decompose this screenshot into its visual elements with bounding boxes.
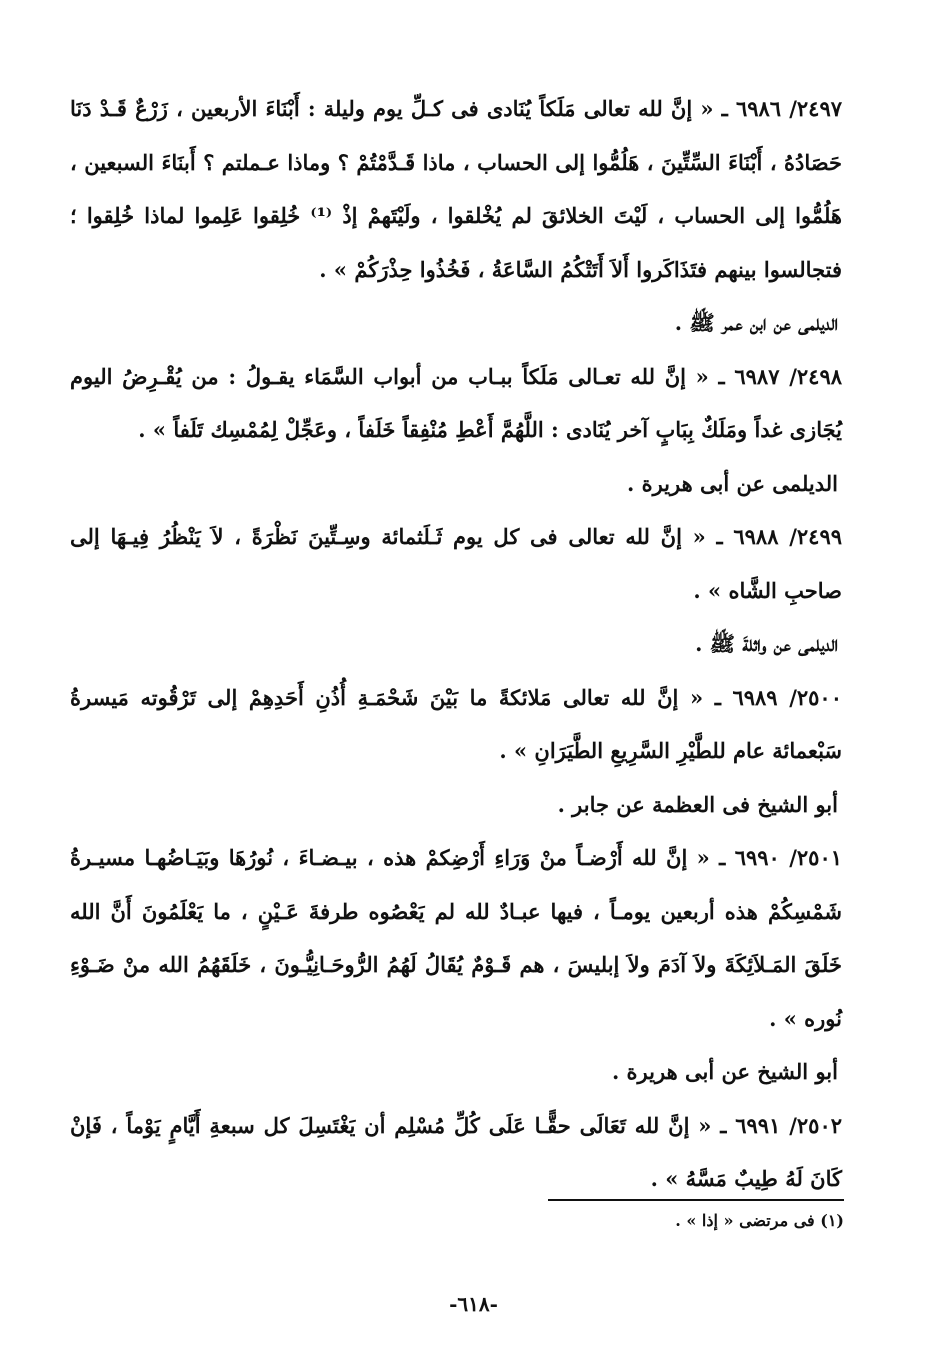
hadith-number: ٢٥٠١/ ٦٩٩٠	[734, 845, 843, 870]
hadith-2499	[70, 510, 842, 617]
hadith-source: الديلمى عن أبى هريرة .	[626, 470, 838, 496]
hadith-number: ٢٤٩٨/ ٦٩٨٧	[734, 363, 843, 389]
footnote-divider	[548, 1199, 844, 1201]
footnote: (١) فى مرتضى « إذا » .	[675, 1211, 844, 1230]
hadith-source: الديلمى عن واثلةَ ﷺ .	[695, 631, 838, 656]
hadith-2500	[70, 671, 842, 778]
hadith-text: ـ « إنَّ لله أَرْضـاً منْ وَرَاءِ أَرْضِكمْ هذه ، بيـضـاءَ ، نُورُهَا وبَيَـاضُهـا مسيـرةُ شَمْسِكُمْ هذه أربعين يومـاً ، فيها عبـادٌ لله لم يَعْصُوه طرفةَ عَـيْنٍ ، ما يَعْلَمُونَ أَنَّ الله خَلَقَ المَـلاَئِكَةَ ولاَ آدَمَ ولاَ إبليسَ ، هم قَـوْمٌ يُقَالُ لَهُمُ الرُّوحَـانِيُّـونَ ، خَلَقَهُمُ الله منْ ضَـوْءِ نُوره » .	[70, 845, 842, 1031]
hadith-2501	[70, 831, 842, 1045]
hadith-text: ـ « إنَّ لله تَعَالَى حقًّـا عَلَى كُلِّ مُسْلِم أن يَغْتَسِلَ كل سبعةِ أَيَّامٍ يَوْماً ، فَإنْ كَانَ لَهُ طِيبٌ مَسَّهُ » .	[70, 1112, 842, 1191]
hadith-source: أبو الشيخ فى العظمة عن جابر .	[557, 791, 838, 817]
hadith-number: ٢٥٠٠/ ٦٩٨٩	[732, 684, 842, 710]
hadith-number: ٢٥٠٢/ ٦٩٩١	[735, 1112, 843, 1138]
hadith-text: ـ « إنَّ لله تعالى مَلائكةً ما بَيْنَ شَحْمَـةِ أُذُنِ أَحَدِهِمْ إلى تَرْقُوته مَيسرةُ سَبْعمائة عام للطَّيْرِ السَّرِيعِ الطَّيَرَانِ » .	[70, 684, 842, 763]
hadith-2498	[70, 350, 842, 457]
hadith-source: أبو الشيخ عن أبى هريرة .	[611, 1059, 838, 1084]
page-body	[70, 82, 842, 1206]
hadith-2497	[70, 82, 842, 296]
hadith-text: ـ « إنَّ لله تعـالى مَلَكاً ببـاب من أبواب السَّمَاء يقـولُ : من يُقْـرِضُ اليوم يُجَازى غداً ومَلَكٌ بِبَابٍ آخر يُنَادى : اللَّهُمَّ أَعْطِ مُنْفِقاً خَلَفاً ، وعَجِّلْ لِمُمْسِك تَلَفاً » .	[70, 363, 842, 442]
hadith-number: ٢٤٩٩/ ٦٩٨٨	[733, 524, 843, 549]
hadith-source: الديلمى عن ابن عمر ﷺ .	[674, 310, 838, 335]
hadith-text: ـ « إنَّ لله تعالى فى كل يوم ثَـلَثمائة وسِـتِّينَ نَظْرَةً ، لاَ يَنْظُرُ فِيـهَا إلى صاحبِ الشَّاه » .	[70, 524, 842, 603]
hadith-2502	[70, 1099, 842, 1206]
hadith-text: ـ « إنَّ لله تعالى مَلَكاً يُنَادى فى كـلِّ يوم وليلة : أَبْنَاءَ الأربعين ، زَرْعٌ قَـدْ دَنَا حَصَادُهُ ، أَبْنَاءَ السِّتِّينَ ، هَلُمُّوا إلى الحساب ، ماذا قَـدَّمْتُمْ ؟ وماذا عـملتم ؟ أَبنَاءَ السبعين ، هَلُمُّوا إلى الحساب ، لَيْتَ الخلائقَ لم يُخْلقوا ، ولَيْتَهمْ إذْ ⁽¹⁾ خُلِقوا عَلِموا لماذا خُلِقوا ؛ فتجالسوا بينهم فتَذَاكَروا أَلاَ أَتَتْكُمُ السَّاعَةُ ، فَخُذُوا حِذْرَكُمْ » .	[70, 96, 842, 282]
hadith-number: ٢٤٩٧/ ٦٩٨٦	[735, 96, 843, 121]
page-number: -٦١٨-	[449, 1292, 498, 1316]
